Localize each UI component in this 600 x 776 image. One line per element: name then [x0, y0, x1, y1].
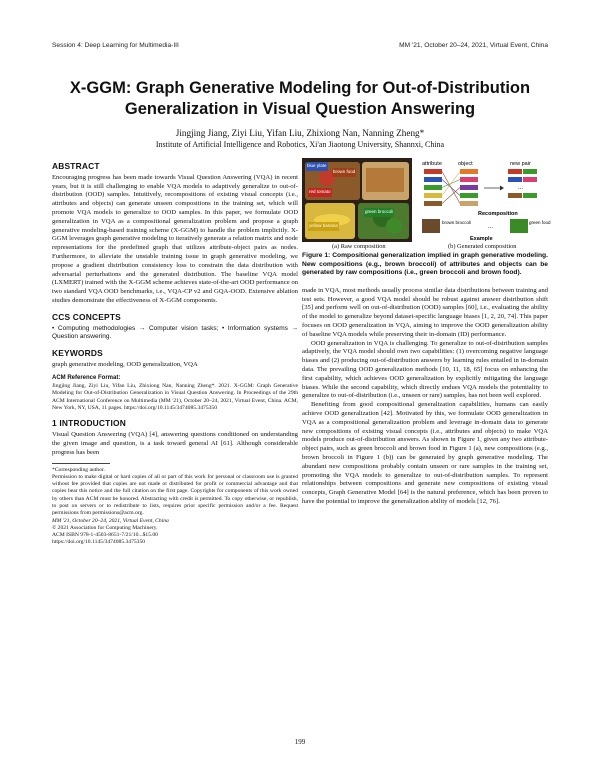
- figure-caption: Figure 1: Compositional generalization implied in graph generative modeling. New compositions (e.g., brown broccoli) of attributes and objects can be generated by raw compositions (i.e., green broccoli and brown food).: [302, 252, 548, 277]
- footnote-doi: https://doi.org/10.1145/3474085.3475350: [52, 539, 146, 546]
- tag-blue-plate: blue plate: [306, 162, 328, 171]
- intro-heading: 1 INTRODUCTION: [52, 418, 126, 429]
- intro-text: Visual Question Answering (VQA) [4], answering questions conditioned on understanding the given image and question, is a task toward general AI [61]. Although considerable progress has been: [52, 431, 298, 456]
- composition-graph: [418, 158, 551, 242]
- abstract-text: Encouraging progress has been made towards Visual Question Answering (VQA) in recent years, but it is still challenging to enable VQA models to adaptively generalize to out-of-distribution (OOD) samples. Intuitively, recompositions of existing visual concepts (i.e., attributes and objects) can generate unseen compositions in the training set, which will promote VQA models to generalize to OOD samples. In this paper, we formulate OOD generalization in VQA as a compositional generalization problem and propose a graph generative modeling-based training scheme (X-GGM) to handle the problem implicitly. X-GGM leverages graph generative modeling to iteratively generate a relation matrix and node representations for the predefined graph that utilizes attribute-object pairs as nodes. Furthermore, to alleviate the unstable training issue in graph generative modeling, we propose a gradient distribution consistency loss to constrain the data distribution with adversarial perturbations and the generated distribution. The baseline VQA model (LXMERT) trained with the X-GGM scheme achieves state-of-the-art OOD performance on two standard VQA OOD benchmarks, i.e., VQA-CP v2 and GQA-OOD. Extensive ablation studies demonstrate the effectiveness of X-GGM components.: [52, 173, 298, 304]
- acm-reference-heading: ACM Reference Format:: [52, 375, 121, 382]
- affiliation: Institute of Artificial Intelligence and Robotics, Xi'an Jiaotong University, Shannxi, China: [155, 140, 445, 149]
- footnote-permission: Permission to make digital or hard copies of all or part of this work for personal or classroom use is granted without fee provided that copies are not made or distributed for profit or commercial advantage and that copies bear this notice and the full citation on the first page. Copyrights for components of this work owned by others than ACM must be honored. Abstracting with credit is permitted. To copy otherwise, or republish, to post on servers or to redistribute to lists, requires prior specific permission and/or a fee. Request permissions from permissions@acm.org.: [52, 473, 298, 517]
- abstract-heading: ABSTRACT: [52, 161, 100, 171]
- paper-title: X-GGM: Graph Generative Modeling for Out-of-Distribution Generalization in Visual Question Answering: [69, 79, 531, 118]
- body-paragraph-3: Benefiting from good compositional generalization capabilities, humans can easily achieve OOD generalization [42]. Motivated by this, we formulate OOD generalization in VQA as a compositional generalization problem and leverage in-domain data to generate new compositions of existing visual concepts (i.e., attributes and objects) to make VQA models produce out-of-distribution answers. As shown in Figure 1, given any two attribute-object pairs, such as green broccoli and brown food in Figure 1 (a), new compositions (e.g., brown broccoli in Figure 1 (b)) can be generated by graph generative modeling. The abundant new compositions probably contain unseen or rare samples in the training set, promoting the VQA models to generalize to out-of-distribution samples. To represent relationships between compositions and generate new compositions of existing visual concepts, Graph Generative Model [64] is the natural preference, which has been proven to have the potential to improve the generalization ability of models [12, 76].: [302, 401, 548, 505]
- running-header-left: Session 4: Deep Learning for Multimedia-III: [52, 42, 179, 49]
- acm-reference-text: Jingjing Jiang, Ziyi Liu, Yifan Liu, Zhixiong Nan, Nanning Zheng*. 2021. X-GGM: Graph Generative Modeling for Out-of-Distribution Generalization in Visual Question Answering. In Proceedings of the 29th ACM International Conference on Multimedia (MM '21), October 20–24, 2021, Virtual Event, China. ACM, New York, NY, USA, 11 pages. https://doi.org/10.1145/3474085.3475350: [52, 383, 298, 412]
- footnote-isbn: ACM ISBN 978-1-4503-8651-7/21/10...$15.00: [52, 532, 158, 539]
- tag-red-tomato: red tomato: [308, 188, 332, 197]
- right-column: [302, 158, 551, 507]
- header-attribute: attribute: [422, 161, 442, 167]
- example-left-label: brown broccoli: [442, 220, 472, 225]
- keywords-text: graph generative modeling, OOD generalization, VQA: [52, 360, 198, 368]
- keywords-heading: KEYWORDS: [52, 347, 103, 358]
- ccs-heading: CCS CONCEPTS: [52, 311, 121, 322]
- running-header-right: MM '21, October 20–24, 2021, Virtual Event, China: [399, 42, 548, 49]
- food-photo: [302, 158, 412, 242]
- left-column: [52, 158, 298, 547]
- author-list: Jingjing Jiang, Ziyi Liu, Yifan Liu, Zhixiong Nan, Nanning Zheng*: [175, 128, 425, 138]
- ccs-text: • Computing methodologies → Computer vision tasks; • Information systems → Question answering.: [52, 324, 298, 341]
- footnote-rule: [52, 463, 110, 464]
- composition-graph-illustration: [418, 158, 551, 242]
- subcaption-a: (a) Raw composition: [332, 243, 386, 250]
- figure-1: [302, 158, 551, 250]
- body-paragraph-2: OOD generalization in VQA is challenging. To generalize to out-of-distribution samples adaptively, the VQA model should own two capabilities: (1) overcoming negative language biases and (2) producing out-of-distribution answers by learning rules entailed in in-domain data. The prevailing OOD generalization methods [10, 11, 18, 65] focus on enhancing the first capability, which achieves OOD generalization by explicitly mitigating the language biases. While the second capability, which directly endues VQA models the potentiality to generalize to out-of-distribution (i.e., unseen or rare) samples, has not been well explored.: [302, 339, 548, 400]
- header-new-pair: new pair: [510, 161, 531, 167]
- tag-brown-food: brown food: [332, 168, 356, 177]
- header-object: object: [458, 161, 473, 167]
- example-right-label: green food: [529, 220, 551, 225]
- ellipsis: ...: [518, 185, 524, 191]
- recomposition-label: Recomposition: [478, 211, 518, 217]
- example-label: Example: [470, 236, 493, 242]
- footnote-corresponding: *Corresponding author.: [52, 466, 105, 473]
- body-paragraph-1: made in VQA, most methods usually process similar data distributions between training and test sets. However, a good VQA model should be robust against answer distribution shift [35] and perform well on out-of-distribution (OOD) samples [60], i.e., evaluating the ability of the model to generalize beyond dataset-specific language biases [1, 2, 20, 74]. This paper focuses on OOD generalization in VQA, aiming to improve the OOD generalization ability of baseline VQA models while preserving their in-domain (ID) performance.: [302, 286, 548, 338]
- tag-green-broccoli: green broccoli: [364, 208, 394, 217]
- tag-yellow-banana: yellow banana: [308, 222, 339, 231]
- page-number: 199: [294, 738, 306, 746]
- footnote-copyright: © 2021 Association for Computing Machinery.: [52, 524, 158, 531]
- subcaption-b: (b) Generated composition: [448, 243, 517, 250]
- footnote-conference: MM '21, October 20–24, 2021, Virtual Event, China: [52, 517, 169, 524]
- svg-text:...: ...: [488, 224, 494, 230]
